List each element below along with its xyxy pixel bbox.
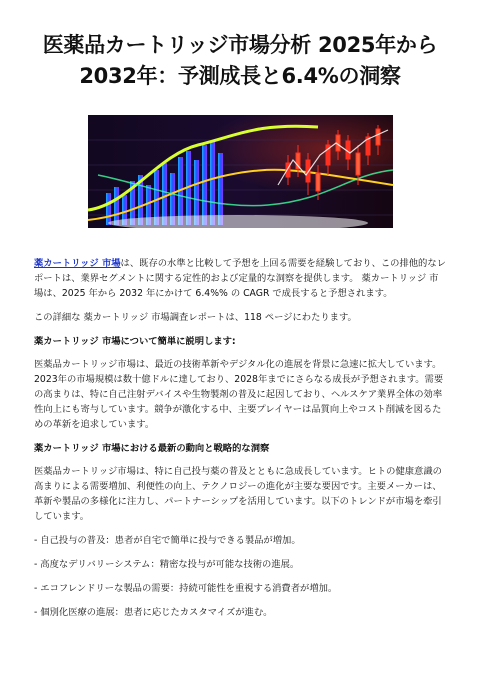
page-title: 医薬品カートリッジ市場分析 2025年から2032年：予測成長と6.4%の洞察	[42, 33, 438, 88]
intro-text: は、既存の水準と比較して予想を上回る需要を経験しており、この排他的なレポートは、業界セグメントに関する定性的および定量的な洞察を提供します。 薬カートリッジ 市場は、2025 年から 2032 年にかけて 6.4%% の CAGR で成長すると予想されます。	[34, 258, 446, 299]
section1-heading: 薬カートリッジ 市場について簡単に説明します:	[34, 336, 236, 347]
section2-paragraph: 医薬品カートリッジ市場は、特に自己投与薬の普及とともに急成長しています。ヒトの健康意識の高まりによる需要増加、利便性の向上、テクノロジーの進化が主要な要因です。主要メーカーは、革新や製品の多様化に注力し、パートナーシップを活用しています。以下のトレンドが市場を牽引しています。	[34, 466, 442, 522]
market-link[interactable]: 薬カートリッジ 市場	[34, 258, 121, 269]
section2-heading: 薬カートリッジ 市場における最新の動向と戦略的な洞察	[34, 443, 270, 454]
hero-image-stock-chart	[88, 115, 393, 228]
list-item: - 高度なデリバリーシステム：精密な投与が可能な技術の進展。	[34, 559, 300, 570]
list-item: - 個別化医療の進展：患者に応じたカスタマイズが進む。	[34, 607, 273, 618]
list-item: - エコフレンドリーな製品の需要：持続可能性を重視する消費者が増加。	[34, 583, 338, 594]
intro-paragraph	[34, 256, 446, 301]
article-body	[34, 256, 446, 629]
report-pages-paragraph: この詳細な 薬カートリッジ 市場調査レポートは、118 ページにわたります。	[34, 312, 357, 323]
section1-paragraph: 医薬品カートリッジ市場は、最近の技術革新やデジタル化の進展を背景に急速に拡大しています。2023年の市場規模は数十億ドルに達しており、2028年までにさらなる成長が予想されます。需要の高まりは、特に自己注射デバイスや生物製剤の普及に起因しており、ヘルスケア業界全体の効率性向上にも寄与しています。競争が激化する中、主要プレイヤーは品質向上やコスト削減を図るための革新を追求しています。	[34, 359, 444, 430]
list-item: - 自己投与の普及：患者が自宅で簡単に投与できる製品が増加。	[34, 535, 301, 546]
